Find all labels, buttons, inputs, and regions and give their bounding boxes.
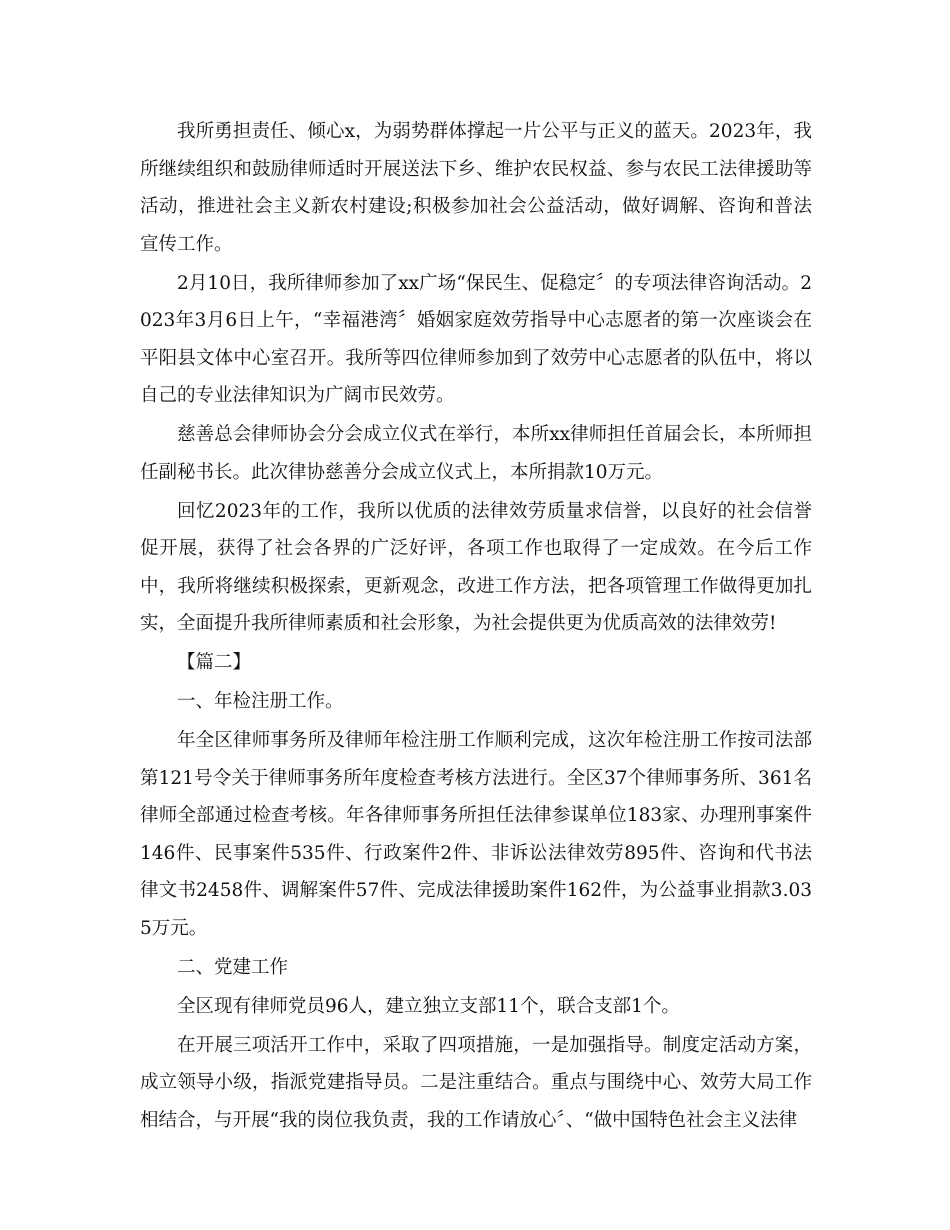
paragraph-review: 回忆2023年的工作，我所以优质的法律效劳质量求信誉，以良好的社会信誉促开展，获得了社会各界的广泛好评，各项工作也取得了一定成效。在今后工作中，我所将继续积极探索，更新观念，改进工作方法，把各项管理工作做得更加扎实，全面提升我所律师素质和社会形象，为社会提供更为优质高效的法律效劳! bbox=[140, 500, 812, 634]
paragraph-annual-inspection: 年全区律师事务所及律师年检注册工作顺利完成，这次年检注册工作按司法部第121号令关于律师事务所年度检查考核方法进行。全区37个律师事务所、361名律师全部通过检查考核。年各律师事务所担任法律参谋单位183家、办理刑事案件146件、民事案件535件、行政案件2件、非诉讼法律效劳895件、咨询和代书法律文书2458件、调解案件57件、完成法律援助案件162件，为公益事业捐款3.035万元。 bbox=[140, 730, 812, 939]
paragraph-charity-branch: 慈善总会律师协会分会成立仪式在举行，本所xx律师担任首届会长，本所师担任副秘书长。此次律协慈善分会成立仪式上，本所捐款10万元。 bbox=[140, 424, 812, 483]
section-heading-annual-inspection: 一、年检注册工作。 bbox=[177, 691, 344, 712]
paragraph-party-members: 全区现有律师党员96人，建立独立支部11个，联合支部1个。 bbox=[177, 995, 680, 1017]
section-heading-party-building: 二、党建工作 bbox=[177, 956, 289, 978]
paragraph-measures: 在开展三项活开工作中，采取了四项措施，一是加强指导。制度定活动方案，成立领导小级，指派党建指导员。二是注重结合。重点与围绕中心、效劳大局工作相结合，与开展“我的岗位我负责，我的工作请放心〞、“做中国特色社会主义法律 bbox=[140, 1034, 812, 1131]
section-title-part-two: 【篇二】 bbox=[177, 652, 252, 673]
paragraph-legal-consultation: 2月10日，我所律师参加了xx广场“保民生、促稳定〞的专项法律咨询活动。2023年3月6日上午，“幸福港湾〞婚姻家庭效劳指导中心志愿者的第一次座谈会在平阳县文体中心室召开。我所等四位律师参加到了效劳中心志愿者的队伍中，将以自己的专业法律知识为广阔市民效劳。 bbox=[140, 272, 812, 406]
document-page bbox=[140, 113, 812, 1141]
paragraph-public-welfare: 我所勇担责任、倾心x，为弱势群体撑起一片公平与正义的蓝天。2023年，我所继续组织和鼓励律师适时开展送法下乡、维护农民权益、参与农民工法律援助等活动，推进社会主义新农村建设;积极参加社会公益活动，做好调解、咨询和普法宣传工作。 bbox=[140, 121, 812, 255]
